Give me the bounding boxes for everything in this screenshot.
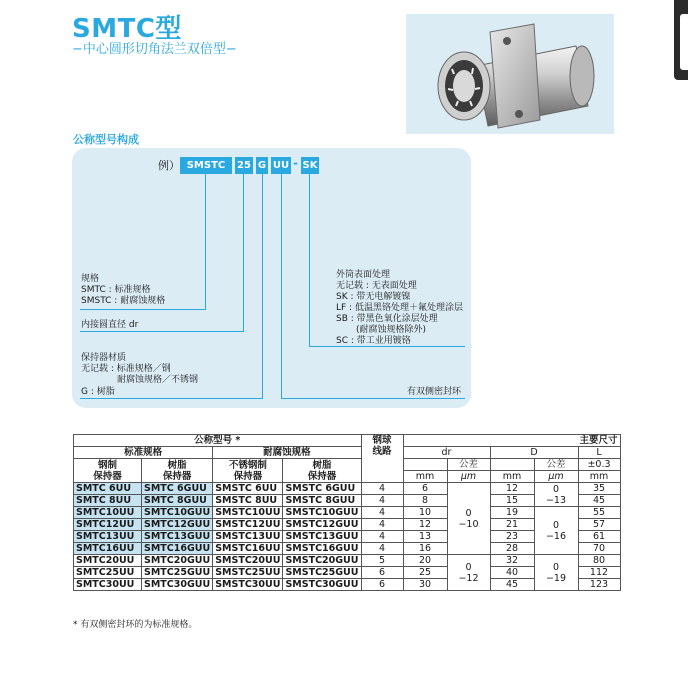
series-standard: SMTC : 标准规格 — [81, 285, 151, 295]
table-cell: 5 — [361, 555, 403, 567]
connector-seal-h — [281, 398, 465, 399]
table-cell: SMSTC16UU — [213, 543, 283, 555]
table-cell: 112 — [578, 567, 620, 579]
surface-sk: SK : 带无电解镀镍 — [336, 292, 411, 302]
table-cell: 123 — [578, 579, 620, 591]
retainer-none: 无记载 : 标准规格／钢 — [81, 364, 171, 374]
retainer-corrosion: 耐腐蚀规格／不锈钢 — [117, 375, 199, 385]
surface-heading: 外筒表面处理 — [336, 270, 391, 280]
table-cell: SMSTC12GUU — [283, 519, 361, 531]
table-cell: 45 — [578, 495, 620, 507]
table-cell: 4 — [361, 531, 403, 543]
connector-size — [243, 174, 244, 331]
header-resin-retainer: 树脂 保持器 — [142, 459, 213, 483]
table-cell: SMTC13GUU — [142, 531, 213, 543]
dr-tolerance-cell: 0 −10 — [447, 483, 490, 555]
table-cell: 80 — [578, 555, 620, 567]
table-cell: 10 — [403, 507, 447, 519]
table-cell: 6 — [403, 483, 447, 495]
table-cell: 4 — [361, 483, 403, 495]
table-cell: SMSTC 6GUU — [283, 483, 361, 495]
connector-retainer-h — [80, 398, 263, 399]
table-cell: SMTC20UU — [74, 555, 142, 567]
table-cell: SMSTC25GUU — [283, 567, 361, 579]
table-cell: SMTC20GUU — [142, 555, 213, 567]
table-cell: 4 — [361, 543, 403, 555]
table-cell: SMTC12UU — [74, 519, 142, 531]
page-subtitle: −中心圆形切角法兰双倍型− — [72, 42, 237, 57]
product-photo — [406, 14, 614, 134]
table-cell: SMSTC25UU — [213, 567, 283, 579]
table-cell: SMTC30GUU — [142, 579, 213, 591]
header-main-dims: 主要尺寸 — [403, 435, 620, 447]
table-cell: 13 — [403, 531, 447, 543]
code-retainer: G — [256, 157, 268, 174]
table-cell: SMSTC20GUU — [283, 555, 361, 567]
dr-tolerance-cell: 0 −12 — [447, 555, 490, 591]
table-cell: SMTC10UU — [74, 507, 142, 519]
header-steel-retainer: 钢制 保持器 — [74, 459, 142, 483]
header-resin-retainer-2: 树脂 保持器 — [283, 459, 361, 483]
unit-dr: mm — [403, 471, 447, 483]
table-row — [74, 483, 621, 495]
table-cell: SMSTC 8UU — [213, 495, 283, 507]
unit-L: mm — [578, 471, 620, 483]
table-cell: 4 — [361, 507, 403, 519]
header-D-tol: 公差 — [534, 459, 578, 471]
retainer-heading: 保持器材质 — [81, 353, 127, 363]
table-cell: SMTC 6GUU — [142, 483, 213, 495]
table-cell: SMSTC13UU — [213, 531, 283, 543]
connector-retainer — [262, 174, 263, 398]
code-surface: SK — [301, 157, 319, 174]
table-cell: 6 — [361, 567, 403, 579]
header-dr-tol: 公差 — [447, 459, 490, 471]
example-label: 例） — [158, 159, 180, 172]
unit-dr-tol: μm — [447, 471, 490, 483]
table-cell: 16 — [403, 543, 447, 555]
diameter-label: 内接圆直径 dr — [81, 320, 139, 330]
table-cell: 20 — [403, 555, 447, 567]
table-cell: SMSTC16GUU — [283, 543, 361, 555]
table-cell: 30 — [403, 579, 447, 591]
table-cell: SMSTC10GUU — [283, 507, 361, 519]
header-stainless-retainer: 不锈钢制 保持器 — [213, 459, 283, 483]
surface-lf: LF : 低温黑铬处理＋氟处理涂层 — [336, 303, 463, 313]
D-tolerance-cell: 0 −13 — [534, 483, 578, 507]
unit-D: mm — [490, 471, 534, 483]
table-cell: SMTC16GUU — [142, 543, 213, 555]
connector-series-h — [80, 309, 206, 310]
connector-surface — [309, 174, 310, 347]
table-cell: 4 — [361, 495, 403, 507]
table-cell: SMSTC30GUU — [283, 579, 361, 591]
table-cell: 40 — [490, 567, 534, 579]
page-title: SMTC型 — [72, 14, 182, 44]
table-cell: SMTC10GUU — [142, 507, 213, 519]
table-cell: 25 — [403, 567, 447, 579]
table-cell: 57 — [578, 519, 620, 531]
table-cell: SMTC 8GUU — [142, 495, 213, 507]
table-cell: 45 — [490, 579, 534, 591]
header-dr-blank — [403, 459, 447, 471]
table-cell: SMSTC10UU — [213, 507, 283, 519]
D-tolerance-cell: 0 −19 — [534, 555, 578, 591]
series-heading: 规格 — [81, 274, 100, 284]
header-D: D — [490, 447, 578, 459]
table-cell: 12 — [490, 483, 534, 495]
table-cell: SMTC12GUU — [142, 519, 213, 531]
code-size: 25 — [235, 157, 253, 174]
table-cell: SMTC25UU — [74, 567, 142, 579]
table-cell: SMTC 6UU — [74, 483, 142, 495]
unit-D-tol: μm — [534, 471, 578, 483]
table-row — [74, 507, 621, 519]
header-L: L — [578, 447, 620, 459]
table-cell: SMTC30UU — [74, 579, 142, 591]
table-cell: 15 — [490, 495, 534, 507]
table-cell: SMSTC 8GUU — [283, 495, 361, 507]
table-cell: 23 — [490, 531, 534, 543]
table-row — [74, 555, 621, 567]
series-corrosion: SMSTC : 耐腐蚀规格 — [81, 296, 166, 306]
seal-label: 有双侧密封环 — [407, 387, 462, 397]
header-nominal: 公称型号 * — [74, 435, 362, 447]
table-cell: 21 — [490, 519, 534, 531]
table-cell: 70 — [578, 543, 620, 555]
header-D-blank — [490, 459, 534, 471]
table-cell: SMTC 8UU — [74, 495, 142, 507]
table-cell: 55 — [578, 507, 620, 519]
surface-sb: SB : 带黑色氧化涂层处理 — [336, 314, 438, 324]
table-cell: 61 — [578, 531, 620, 543]
linear-bushing-illustration — [406, 14, 614, 134]
table-cell: 6 — [361, 579, 403, 591]
table-cell: 8 — [403, 495, 447, 507]
table-cell: SMTC13UU — [74, 531, 142, 543]
table-cell: SMTC25GUU — [142, 567, 213, 579]
table-cell: SMTC16UU — [74, 543, 142, 555]
table-cell: 32 — [490, 555, 534, 567]
surface-none: 无记载 : 无表面处理 — [336, 281, 417, 291]
table-cell: 19 — [490, 507, 534, 519]
table-cell: SMSTC20UU — [213, 555, 283, 567]
table-cell: 12 — [403, 519, 447, 531]
header-standard: 标准规格 — [74, 447, 213, 459]
chapter-tab-notch — [680, 14, 688, 70]
D-tolerance-cell: 0 −16 — [534, 507, 578, 555]
table-footnote: * 有双侧密封环的为标准规格。 — [73, 620, 198, 630]
table-cell: 28 — [490, 543, 534, 555]
retainer-resin: G : 树脂 — [81, 387, 115, 397]
table-cell: SMSTC 6UU — [213, 483, 283, 495]
connector-size-h — [80, 331, 244, 332]
table-cell: SMSTC30UU — [213, 579, 283, 591]
section-title: 公称型号构成 — [73, 133, 139, 146]
table-cell: 35 — [578, 483, 620, 495]
table-cell: SMSTC13GUU — [283, 531, 361, 543]
table-cell: 4 — [361, 519, 403, 531]
spec-table — [73, 434, 621, 591]
connector-series — [205, 174, 206, 309]
connector-seal — [281, 174, 282, 399]
surface-sb-note: (耐腐蚀规格除外) — [356, 325, 427, 335]
header-L-tol: ±0.3 — [578, 459, 620, 471]
header-balls: 钢球 线路 — [361, 435, 403, 483]
surface-sc: SC : 带工业用镀铬 — [336, 336, 411, 346]
header-corrosion: 耐腐蚀规格 — [213, 447, 361, 459]
code-dash: - — [293, 156, 298, 170]
header-dr: dr — [403, 447, 490, 459]
code-seal: UU — [271, 157, 291, 174]
table-cell: SMSTC12UU — [213, 519, 283, 531]
code-series: SMSTC — [180, 157, 232, 174]
